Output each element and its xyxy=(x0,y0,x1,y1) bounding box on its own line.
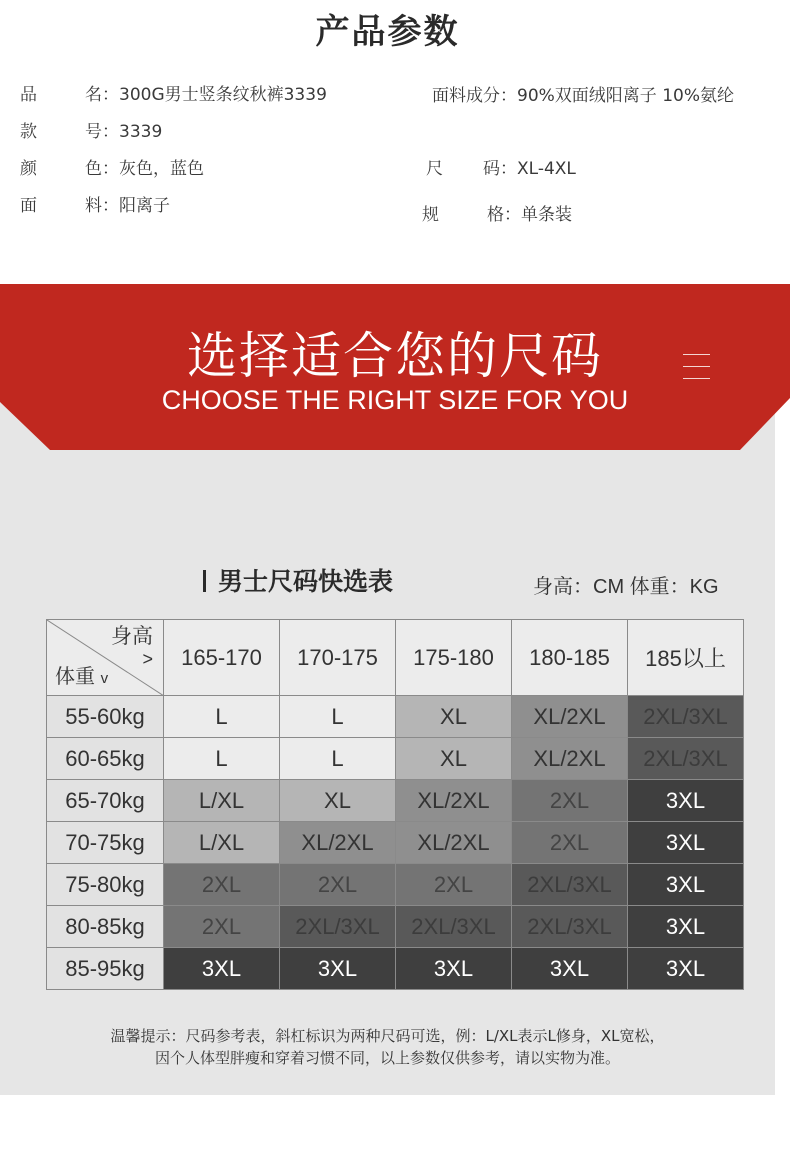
size-cell: 2XL xyxy=(280,864,396,906)
size-cell: XL xyxy=(280,780,396,822)
corner-height-arrow: > xyxy=(142,649,153,669)
size-cell: 2XL/3XL xyxy=(628,738,744,780)
menu-icon[interactable] xyxy=(683,354,710,380)
size-cell: XL xyxy=(396,696,512,738)
size-cell: 3XL xyxy=(628,864,744,906)
size-table xyxy=(46,619,744,990)
size-cell: 2XL xyxy=(512,780,628,822)
size-table-units: 身高：CM 体重：KG xyxy=(533,576,719,598)
size-table-title: 男士尺码快选表 xyxy=(203,562,393,598)
size-cell: 3XL xyxy=(512,948,628,990)
banner-title-cn: 选择适合您的尺码 xyxy=(187,327,603,385)
spec-size-range: 尺 码：XL-4XL xyxy=(426,159,576,179)
table-row xyxy=(47,948,744,990)
size-cell: 2XL xyxy=(396,864,512,906)
size-cell: 2XL xyxy=(512,822,628,864)
size-table-body xyxy=(47,696,744,990)
column-header: 170-175 xyxy=(280,620,396,696)
column-header: 165-170 xyxy=(164,620,280,696)
size-cell: L xyxy=(280,738,396,780)
table-row xyxy=(47,780,744,822)
spec-composition: 面料成分：90%双面绒阳离子 10%氨纶 xyxy=(432,86,734,106)
row-header-weight: 80-85kg xyxy=(47,906,164,948)
row-header-weight: 75-80kg xyxy=(47,864,164,906)
tips-line-1: 温馨提示：尺码参考表，斜杠标识为两种尺码可选，例：L/XL表示L修身，XL宽松， xyxy=(110,1027,665,1045)
size-cell: XL/2XL xyxy=(396,822,512,864)
size-cell: L xyxy=(164,738,280,780)
size-cell: 2XL xyxy=(164,864,280,906)
size-cell: XL/2XL xyxy=(512,738,628,780)
banner-title-en: CHOOSE THE RIGHT SIZE FOR YOU xyxy=(161,385,629,415)
size-cell: 3XL xyxy=(628,948,744,990)
spec-fabric: 面 料：阳离子 xyxy=(20,196,170,216)
page-title: 产品参数 xyxy=(315,12,460,52)
row-header-weight: 85-95kg xyxy=(47,948,164,990)
tips-line-2: 因个人体型胖瘦和穿着习惯不同，以上参数仅供参考，请以实物为准。 xyxy=(154,1049,620,1067)
corner-weight-label: 体重 xyxy=(55,666,95,688)
size-cell: XL xyxy=(396,738,512,780)
row-header-weight: 60-65kg xyxy=(47,738,164,780)
size-tips xyxy=(0,1025,775,1069)
size-cell: XL/2XL xyxy=(280,822,396,864)
row-header-weight: 70-75kg xyxy=(47,822,164,864)
size-cell: L xyxy=(280,696,396,738)
size-cell: 2XL/3XL xyxy=(280,906,396,948)
row-header-weight: 65-70kg xyxy=(47,780,164,822)
column-header: 175-180 xyxy=(396,620,512,696)
spec-color: 颜 色：灰色，蓝色 xyxy=(20,159,204,179)
corner-height-label: 身高 xyxy=(111,625,153,648)
title-bar-icon xyxy=(203,570,206,592)
size-cell: 3XL xyxy=(396,948,512,990)
size-cell: XL/2XL xyxy=(512,696,628,738)
column-header: 185以上 xyxy=(628,620,744,696)
table-row xyxy=(47,738,744,780)
table-row xyxy=(47,906,744,948)
row-header-weight: 55-60kg xyxy=(47,696,164,738)
size-cell: 2XL/3XL xyxy=(396,906,512,948)
size-cell: 2XL/3XL xyxy=(512,906,628,948)
size-cell: 3XL xyxy=(628,780,744,822)
spec-product-name: 品 名：300G男士竖条纹秋裤3339 xyxy=(20,85,327,105)
size-cell: 3XL xyxy=(164,948,280,990)
size-cell: L/XL xyxy=(164,780,280,822)
table-row xyxy=(47,696,744,738)
size-table-header-row xyxy=(47,620,744,696)
size-cell: 3XL xyxy=(628,822,744,864)
size-cell: L/XL xyxy=(164,822,280,864)
size-cell: 3XL xyxy=(280,948,396,990)
spec-packaging: 规 格：单条装 xyxy=(422,205,572,225)
spec-style-number: 款 号：3339 xyxy=(20,122,163,142)
corner-weight-arrow: v xyxy=(100,670,109,687)
size-cell: 2XL/3XL xyxy=(628,696,744,738)
table-row xyxy=(47,864,744,906)
corner-header xyxy=(47,620,164,696)
size-cell: 3XL xyxy=(628,906,744,948)
size-cell: XL/2XL xyxy=(396,780,512,822)
table-row xyxy=(47,822,744,864)
column-header: 180-185 xyxy=(512,620,628,696)
size-cell: 2XL/3XL xyxy=(512,864,628,906)
size-cell: L xyxy=(164,696,280,738)
size-cell: 2XL xyxy=(164,906,280,948)
